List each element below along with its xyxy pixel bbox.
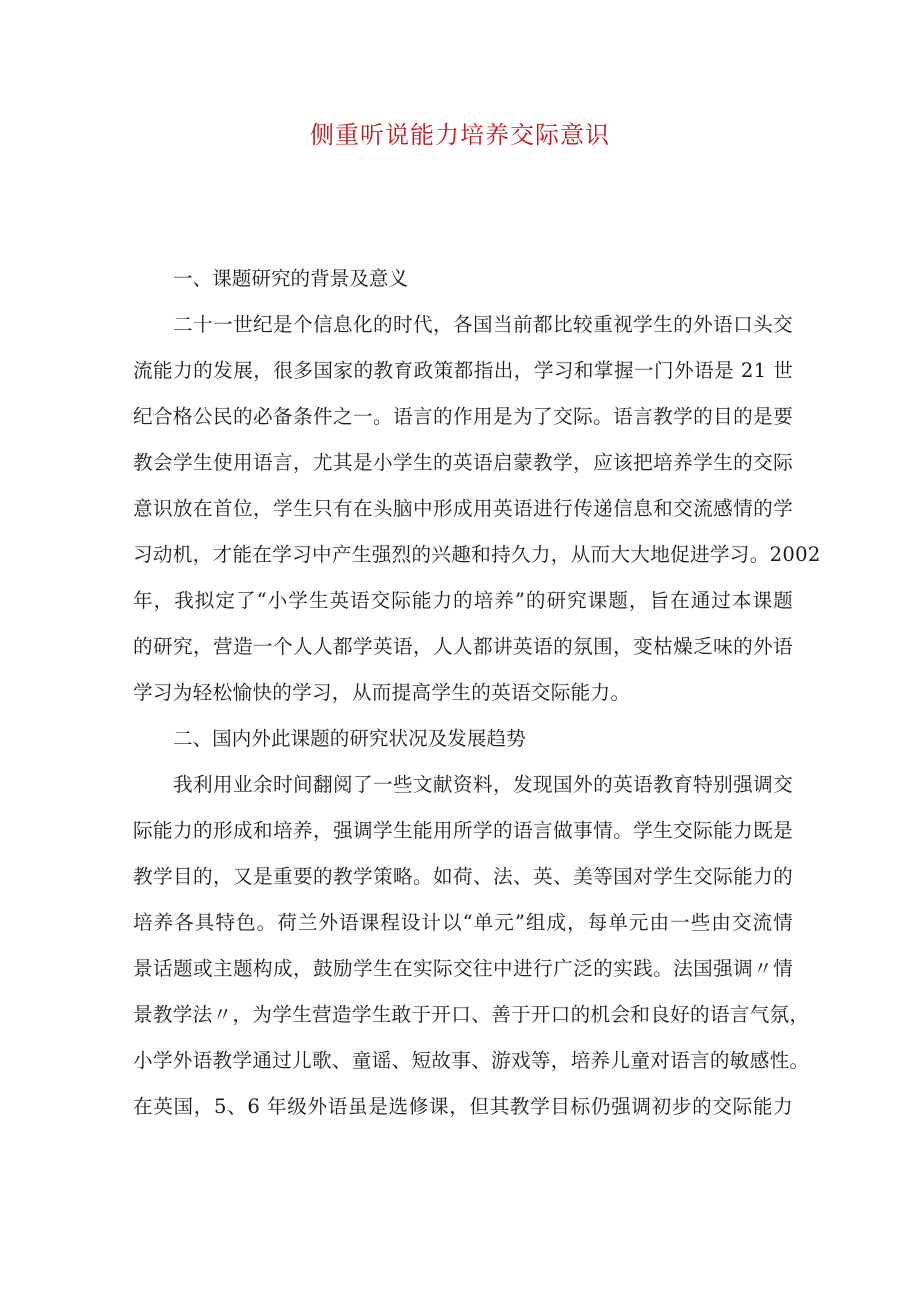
paragraph-line: 教会学生使用语言，尤其是小学生的英语启蒙教学，应该把培养学生的交际 xyxy=(133,451,793,474)
paragraph-line: 我利用业余时间翻阅了一些文献资料，发现国外的英语教育特别强调交 xyxy=(173,773,793,796)
paragraph-line: 际能力的形成和培养，强调学生能用所学的语言做事情。学生交际能力既是 xyxy=(133,819,793,842)
paragraph-line: 习动机，才能在学习中产生强烈的兴趣和持久力，从而大大地促进学习。2002 xyxy=(133,543,821,566)
paragraph-line: 景教学法〃，为学生营造学生敢于开口、善于开口的机会和良好的语言气氛， xyxy=(133,1003,810,1026)
section-paragraph xyxy=(133,302,821,716)
section-heading: 二、国内外此课题的研究状况及发展趋势 xyxy=(173,727,526,750)
paragraph-line: 纪合格公民的必备条件之一。语言的作用是为了交际。语言教学的目的是要 xyxy=(133,405,793,428)
document-title: 侧重听说能力培养交际意识 xyxy=(310,121,610,149)
paragraph-line: 学习为轻松愉快的学习，从而提高学生的英语交际能力。 xyxy=(133,681,631,704)
paragraph-line: 的研究，营造一个人人都学英语，人人都讲英语的氛围，变枯燥乏味的外语 xyxy=(133,635,793,658)
section-heading: 一、课题研究的背景及意义 xyxy=(173,267,409,290)
paragraph-line: 流能力的发展，很多国家的教育政策都指出，学习和掌握一门外语是 21 世 xyxy=(133,359,793,382)
paragraph-line: 培养各具特色。荷兰外语课程设计以“单元”组成，每单元由一些由交流情 xyxy=(133,911,793,934)
paragraph-line: 教学目的，又是重要的教学策略。如荷、法、英、美等国对学生交际能力的 xyxy=(133,865,793,888)
paragraph-line: 二十一世纪是个信息化的时代，各国当前都比较重视学生的外语口头交 xyxy=(173,313,793,336)
paragraph-line: 意识放在首位，学生只有在头脑中形成用英语进行传递信息和交流感情的学 xyxy=(133,497,793,520)
section-paragraph xyxy=(133,762,810,1130)
paragraph-line: 景话题或主题构成，鼓励学生在实际交往中进行广泛的实践。法国强调〃情 xyxy=(133,957,793,980)
document-body xyxy=(133,256,821,1130)
paragraph-line: 年，我拟定了“小学生英语交际能力的培养”的研究课题，旨在通过本课题 xyxy=(133,589,793,612)
paragraph-line: 在英国，5、6 年级外语虽是选修课，但其教学目标仍强调初步的交际能力 xyxy=(133,1095,793,1118)
paragraph-line: 小学外语教学通过儿歌、童谣、短故事、游戏等，培养儿童对语言的敏感性。 xyxy=(133,1049,810,1072)
